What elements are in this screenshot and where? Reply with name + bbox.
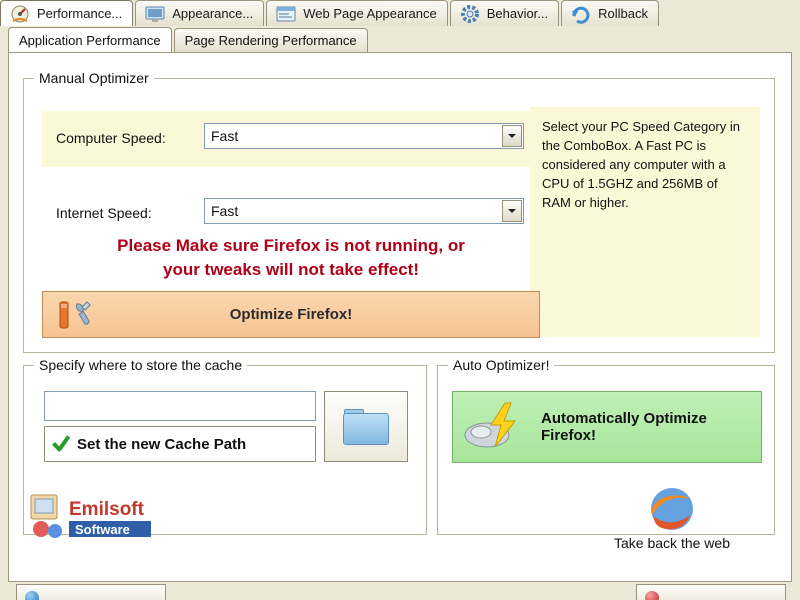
auto-optimizer-legend: Auto Optimizer! xyxy=(448,357,554,373)
browse-folder-button[interactable] xyxy=(324,391,408,462)
secondary-tab-strip xyxy=(8,27,370,52)
auto-optimize-firefox-button[interactable] xyxy=(452,391,762,463)
mouse-lightning-icon xyxy=(461,401,533,453)
behavior-icon xyxy=(459,4,481,24)
firefox-tagline: Take back the web xyxy=(614,535,730,551)
tab-appearance-label: Appearance... xyxy=(172,6,254,21)
svg-text:Software: Software xyxy=(75,522,130,537)
internet-speed-label: Internet Speed: xyxy=(56,205,152,221)
exit-icon xyxy=(645,591,659,600)
rollback-icon xyxy=(570,4,592,24)
tab-rollback[interactable] xyxy=(561,0,659,26)
computer-speed-label: Computer Speed: xyxy=(56,130,166,146)
tab-behavior[interactable] xyxy=(450,0,559,26)
optimize-firefox-label: Optimize Firefox! xyxy=(229,306,353,323)
bottom-right-button[interactable] xyxy=(636,584,786,600)
warning-line-1: Please Make sure Firefox is not running, or xyxy=(117,236,465,255)
tab-page-rendering-performance-label: Page Rendering Performance xyxy=(184,33,357,48)
optimize-firefox-button[interactable] xyxy=(42,291,540,338)
warning-line-2: your tweaks will not take effect! xyxy=(162,260,419,279)
tab-appearance[interactable] xyxy=(135,0,264,26)
performance-icon xyxy=(9,4,31,24)
tab-application-performance[interactable] xyxy=(8,27,172,52)
checkmark-icon xyxy=(51,434,71,454)
tab-behavior-label: Behavior... xyxy=(486,6,549,21)
computer-speed-combobox[interactable] xyxy=(204,123,524,149)
internet-speed-combobox[interactable] xyxy=(204,198,524,224)
emilsoft-logo xyxy=(29,493,189,549)
main-panel xyxy=(8,52,792,582)
firefox-branding xyxy=(577,485,767,551)
cache-path-input[interactable] xyxy=(44,391,316,421)
tab-performance[interactable] xyxy=(0,0,133,26)
tab-performance-label: Performance... xyxy=(37,6,123,21)
tools-icon xyxy=(57,298,93,332)
svg-text:Emilsoft: Emilsoft xyxy=(69,499,144,520)
warning-message xyxy=(42,234,540,282)
webpage-icon xyxy=(275,4,297,24)
manual-optimizer-legend: Manual Optimizer xyxy=(34,70,154,86)
help-text-panel xyxy=(530,107,760,337)
computer-speed-value: Fast xyxy=(211,128,239,144)
folder-icon xyxy=(343,409,389,445)
tab-rollback-label: Rollback xyxy=(598,6,648,21)
tab-page-rendering-performance[interactable] xyxy=(174,28,368,52)
set-cache-path-label: Set the new Cache Path xyxy=(77,435,247,453)
bottom-button-bar xyxy=(8,584,792,600)
manual-optimizer-group xyxy=(23,70,775,353)
bottom-left-button[interactable] xyxy=(16,584,166,600)
tab-web-page-appearance-label: Web Page Appearance xyxy=(303,6,437,21)
info-icon xyxy=(25,591,39,600)
internet-speed-value: Fast xyxy=(211,203,239,219)
tab-application-performance-label: Application Performance xyxy=(19,33,161,48)
primary-tab-strip xyxy=(0,0,800,26)
appearance-icon xyxy=(144,4,166,24)
cache-location-legend: Specify where to store the cache xyxy=(34,357,247,373)
auto-optimize-label: Automatically Optimize Firefox! xyxy=(541,410,707,444)
help-text: Select your PC Speed Category in the ComboBox. A Fast PC is considered any computer with a CPU of 1.5GHZ and 256MB of RAM or higher. xyxy=(542,119,740,210)
chevron-down-icon[interactable] xyxy=(502,125,522,147)
set-cache-path-button[interactable] xyxy=(44,426,316,462)
tab-web-page-appearance[interactable] xyxy=(266,0,447,26)
chevron-down-icon[interactable] xyxy=(502,200,522,222)
